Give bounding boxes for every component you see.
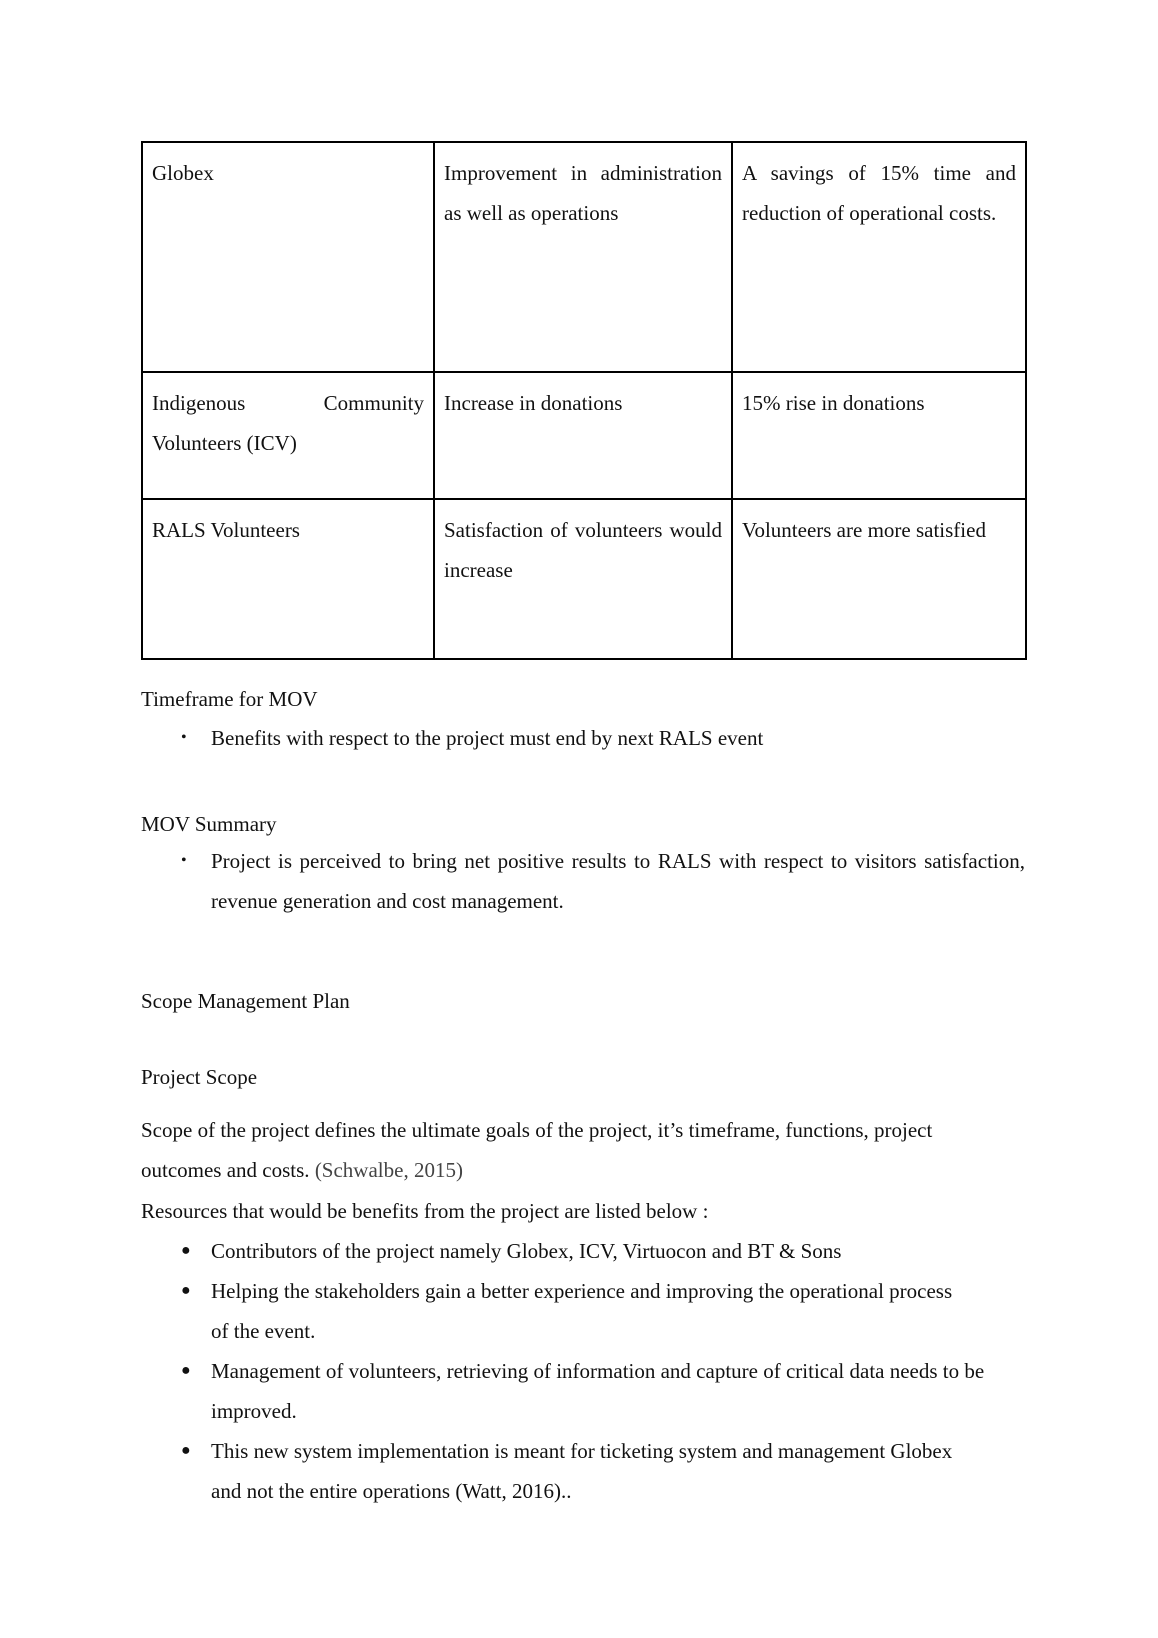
bullet-icon: • <box>181 729 187 746</box>
table-cell-stakeholder: RALS Volunteers <box>142 499 434 659</box>
list-item-text: Project is perceived to bring net positive results to RALS with respect to visitors satisfaction, revenue generation and cost management. <box>211 849 1025 913</box>
bullet-icon: ● <box>181 1442 191 1459</box>
bullet-icon: ● <box>181 1362 191 1379</box>
list-item <box>141 841 1025 921</box>
resources-intro: Resources that would be benefits from the project are listed below : <box>141 1199 709 1223</box>
table-row <box>142 372 1026 499</box>
scope-paragraph <box>141 1110 971 1190</box>
bullet-icon: ● <box>181 1242 191 1259</box>
citation: (Schwalbe, 2015) <box>314 1158 463 1182</box>
table-row <box>142 499 1026 659</box>
scope-management-heading: Scope Management Plan <box>141 989 350 1013</box>
list-item <box>141 1271 1025 1351</box>
list-item-text: Management of volunteers, retrieving of information and capture of critical data needs to be improved. <box>211 1359 985 1423</box>
table-cell-mov: Improvement in administration as well as operations <box>434 142 732 372</box>
list-item-text: Benefits with respect to the project must end by next RALS event <box>211 726 764 750</box>
resources-list <box>141 1231 1025 1511</box>
table-cell-metric: 15% rise in donations <box>732 372 1026 499</box>
list-item-text: Helping the stakeholders gain a better experience and improving the operational process of the event. <box>211 1279 953 1343</box>
table-cell-metric: Volunteers are more satisfied <box>732 499 1026 659</box>
project-scope-heading: Project Scope <box>141 1065 258 1089</box>
bullet-icon: • <box>181 852 187 869</box>
table-row <box>142 142 1026 372</box>
list-item-text: Contributors of the project namely Globex, ICV, Virtuocon and BT & Sons <box>211 1239 842 1263</box>
list-item <box>141 1351 1025 1431</box>
list-item <box>141 1231 1025 1271</box>
table-cell-metric: A savings of 15% time and reduction of operational costs. <box>732 142 1026 372</box>
mov-summary-heading: MOV Summary <box>141 812 277 836</box>
mov-summary-list <box>141 841 1025 921</box>
mov-table <box>141 141 1027 660</box>
list-item <box>141 718 1025 758</box>
list-item-text: This new system implementation is meant for ticketing system and management Globex and not the entire operations (Watt, 2016).. <box>211 1439 953 1503</box>
table-cell-stakeholder: Globex <box>142 142 434 372</box>
timeframe-heading: Timeframe for MOV <box>141 687 318 711</box>
scope-paragraph-text: Scope of the project defines the ultimate goals of the project, it’s timeframe, functions, project outcomes and costs. <box>141 1118 933 1182</box>
list-item <box>141 1431 1025 1511</box>
bullet-icon: ● <box>181 1282 191 1299</box>
timeframe-list <box>141 718 1025 758</box>
table-cell-mov: Satisfaction of volunteers would increase <box>434 499 732 659</box>
table-cell-stakeholder: Indigenous Community Volunteers (ICV) <box>142 372 434 499</box>
table-cell-mov: Increase in donations <box>434 372 732 499</box>
